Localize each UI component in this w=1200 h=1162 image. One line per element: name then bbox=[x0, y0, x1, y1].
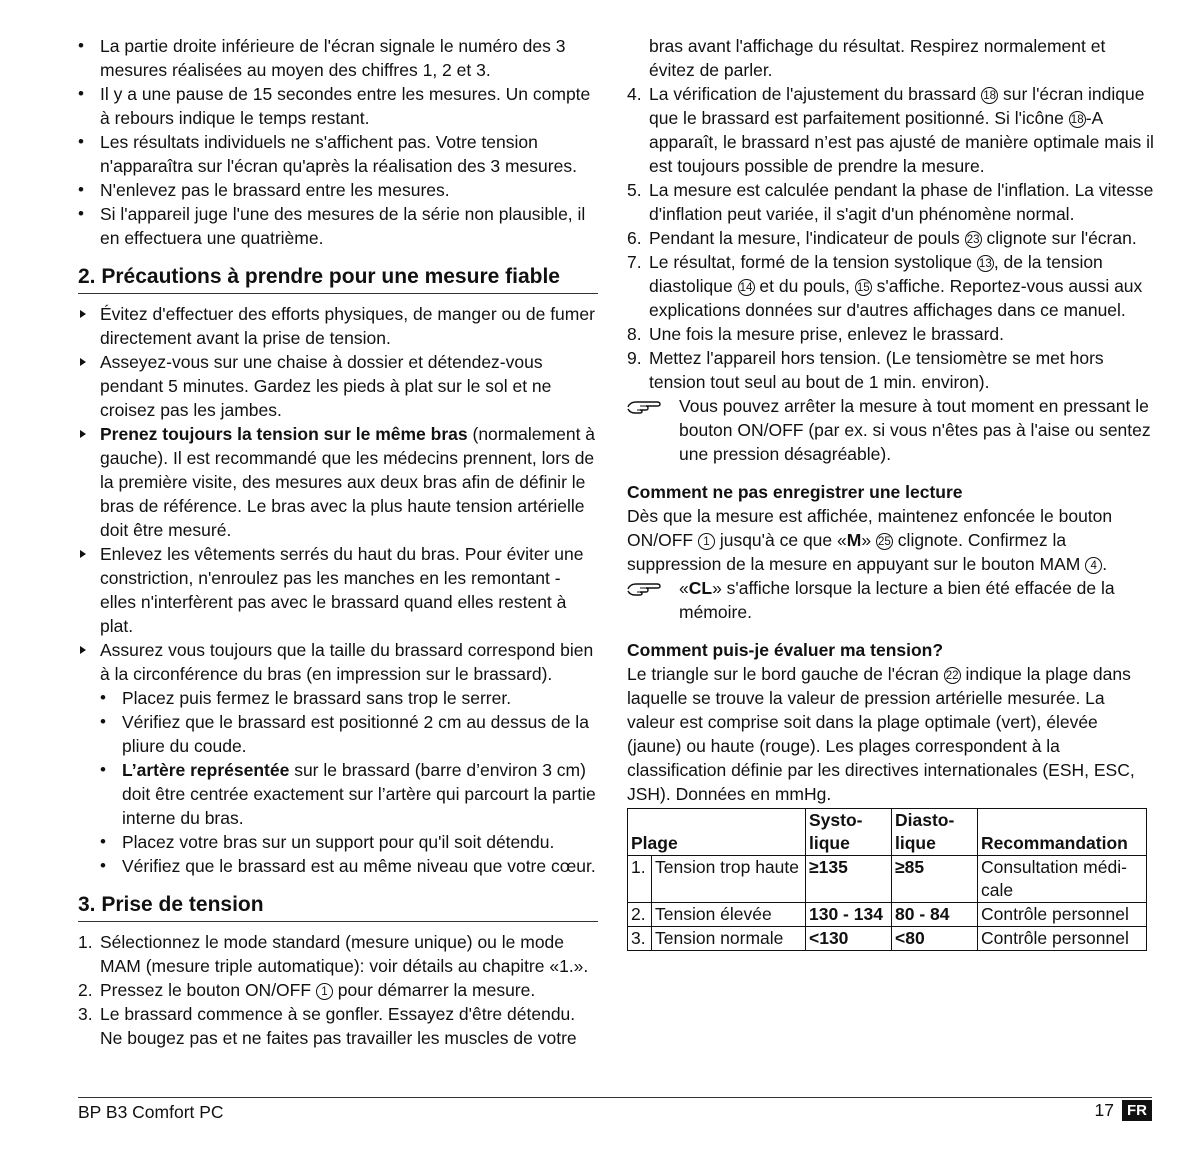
list-item: • Les résultats individuels ne s'affichent pas. Votre tension n'apparaîtra sur l'écran qu'après la réalisation des 3 mesures. bbox=[78, 130, 598, 178]
row-range: Tension normale bbox=[652, 927, 806, 951]
item-text: bras avant l'affichage du résultat. Respirez normalement et évitez de parler. bbox=[649, 36, 1106, 80]
row-systolic: ≥135 bbox=[806, 856, 892, 903]
circled-ref-23: 23 bbox=[965, 231, 982, 248]
item-text: -A apparaît, le brassard n’est pas ajusté de manière optimale mais il est toujours possible de prendre la mesure. bbox=[649, 108, 1154, 176]
circled-ref-4: 4 bbox=[1085, 557, 1102, 574]
item-text: (normalement à gauche). Il est recommandé que les médecins prennent, lors de la première visite, des mesures aux deux bras afin de définir le bras de référence. Le bras avec la plus haute tension artérielle doit être mesuré. bbox=[100, 424, 596, 540]
delete-reading-paragraph bbox=[627, 504, 1155, 576]
list-item bbox=[78, 638, 598, 878]
row-number: 2. bbox=[628, 903, 652, 927]
item-text: sur le brassard (barre d’environ 3 cm) doit être centrée exactement sur l’artère qui parcourt la partie interne du bras. bbox=[122, 760, 596, 828]
row-range: Tension trop haute bbox=[652, 856, 806, 903]
item-text: » bbox=[861, 530, 876, 550]
cleared-note bbox=[627, 576, 1155, 624]
item-text: indique la plage dans laquelle se trouve la valeur de pression artérielle mesurée. La valeur est comprise soit dans la plage optimale (vert), élevée (jaune) ou haute (rouge). Les plages correspondent à la classification définie par les directives internationales (ESH, ESC, JSH). Données en mmHg. bbox=[627, 664, 1135, 804]
circled-ref-22: 22 bbox=[944, 667, 961, 684]
sub-list-item: • Placez puis fermez le brassard sans trop le serrer. bbox=[100, 686, 598, 710]
section-3-heading: 3. Prise de tension bbox=[78, 892, 598, 922]
row-diastolic: 80 - 84 bbox=[892, 903, 978, 927]
circled-ref-25: 25 bbox=[876, 533, 893, 550]
step-number: 4. bbox=[627, 84, 642, 104]
list-item: • La partie droite inférieure de l'écran signale le numéro des 3 mesures réalisées au moyen des chiffres 1, 2 et 3. bbox=[78, 34, 598, 82]
step-item bbox=[627, 322, 1155, 346]
row-range: Tension élevée bbox=[652, 903, 806, 927]
circled-ref-15: 15 bbox=[855, 279, 872, 296]
header-systolique: Systo-lique bbox=[806, 809, 892, 856]
item-text: Dès que la mesure est affichée, maintenez enfoncée le bouton ON/OFF bbox=[627, 506, 1113, 550]
step-item bbox=[627, 34, 1155, 82]
footer-page bbox=[1095, 1098, 1152, 1122]
header-plage: Plage bbox=[628, 809, 806, 856]
step-number: 5. bbox=[627, 180, 642, 200]
step-item bbox=[78, 978, 598, 1002]
note-text: Vous pouvez arrêter la mesure à tout moment en pressant le bouton ON/OFF (par ex. si vous n'êtes pas à l'aise ou sentez une pression désagréable). bbox=[679, 396, 1151, 464]
item-text: Pressez le bouton ON/OFF bbox=[100, 980, 316, 1000]
item-text: Pendant la mesure, l'indicateur de pouls bbox=[649, 228, 965, 248]
measurement-steps-continued bbox=[627, 34, 1155, 394]
pointing-hand-icon bbox=[627, 578, 661, 596]
row-diastolic: ≥85 bbox=[892, 856, 978, 903]
table-row bbox=[628, 927, 1147, 951]
circled-ref-18: 18 bbox=[1069, 111, 1086, 128]
mam-notes-list bbox=[78, 34, 598, 250]
item-text: jusqu'à ce que « bbox=[714, 530, 847, 550]
list-item: • N'enlevez pas le brassard entre les mesures. bbox=[78, 178, 598, 202]
page-number: 17 bbox=[1094, 1100, 1114, 1120]
circled-ref-1: 1 bbox=[698, 533, 715, 550]
step-item bbox=[627, 250, 1155, 322]
row-number: 1. bbox=[628, 856, 652, 903]
circled-ref-18: 18 bbox=[981, 87, 998, 104]
step-number: 3. bbox=[78, 1004, 93, 1024]
row-number: 3. bbox=[628, 927, 652, 951]
step-number: 1. bbox=[78, 932, 93, 952]
row-systolic: 130 - 134 bbox=[806, 903, 892, 927]
circled-ref-13: 13 bbox=[977, 255, 994, 272]
table-row bbox=[628, 903, 1147, 927]
item-text: Une fois la mesure prise, enlevez le brassard. bbox=[649, 324, 1005, 344]
evaluate-paragraph bbox=[627, 662, 1155, 806]
language-badge: FR bbox=[1122, 1100, 1152, 1121]
measurement-steps-list bbox=[78, 930, 598, 1050]
precautions-list bbox=[78, 302, 598, 878]
item-text: Assurez vous toujours que la taille du brassard correspond bien à la circonférence du bras (en impression sur le brassard). bbox=[100, 640, 594, 684]
left-column bbox=[78, 34, 598, 1050]
emphasis-text: L’artère représentée bbox=[122, 760, 290, 780]
step-number: 9. bbox=[627, 348, 642, 368]
list-item: Enlevez les vêtements serrés du haut du bras. Pour éviter une constriction, n'enroulez pas les manches en les remontant - elles n'interfèrent pas avec le brassard quand elles restent à plat. bbox=[78, 542, 598, 638]
circled-ref-1: 1 bbox=[316, 983, 333, 1000]
clear-symbol: CL bbox=[688, 578, 713, 598]
item-text: Le brassard commence à se gonfler. Essayez d'être détendu. Ne bougez pas et ne faites pas travailler les muscles de votre bbox=[100, 1004, 577, 1048]
pointing-hand-icon bbox=[627, 396, 661, 414]
step-number: 7. bbox=[627, 252, 642, 272]
item-text: La vérification de l'ajustement du brassard bbox=[649, 84, 982, 104]
note-text: « bbox=[679, 578, 689, 598]
note-text: » s'affiche lorsque la lecture a bien été effacée de la mémoire. bbox=[679, 578, 1115, 622]
row-diastolic: <80 bbox=[892, 927, 978, 951]
row-systolic: <130 bbox=[806, 927, 892, 951]
step-item bbox=[627, 178, 1155, 226]
list-item: • Si l'appareil juge l'une des mesures de la série non plausible, il en effectuera une quatrième. bbox=[78, 202, 598, 250]
sub-list-item bbox=[100, 758, 598, 830]
emphasis-text: Prenez toujours la tension sur le même bras bbox=[100, 424, 468, 444]
item-text: Sélectionnez le mode standard (mesure unique) ou le mode MAM (mesure triple automatique): voir détails au chapitre «1.». bbox=[100, 932, 589, 976]
sub-list-item: • Placez votre bras sur un support pour qu'il soit détendu. bbox=[100, 830, 598, 854]
list-item bbox=[78, 422, 598, 542]
step-number: 2. bbox=[78, 980, 93, 1000]
sub-list-item: • Vérifiez que le brassard est au même niveau que votre cœur. bbox=[100, 854, 598, 878]
item-text: Mettez l'appareil hors tension. (Le tensiomètre se met hors tension tout seul au bout de 1 min. environ). bbox=[649, 348, 1104, 392]
right-column bbox=[627, 34, 1155, 951]
cuff-sublist bbox=[100, 686, 598, 878]
item-text: pour démarrer la mesure. bbox=[332, 980, 536, 1000]
item-text: clignote. Confirmez la suppression de la mesure en appuyant sur le bouton MAM bbox=[627, 530, 1086, 574]
row-recommendation: Contrôle personnel bbox=[978, 927, 1147, 951]
item-text: Le résultat, formé de la tension systolique bbox=[649, 252, 977, 272]
memory-symbol: M bbox=[846, 530, 862, 550]
item-text: , de la tension diastolique bbox=[649, 252, 1103, 296]
list-item: • Il y a une pause de 15 secondes entre les mesures. Un compte à rebours indique le temps restant. bbox=[78, 82, 598, 130]
item-text: La mesure est calculée pendant la phase de l'inflation. La vitesse d'inflation peut variée, il s'agit d'un phénomène normal. bbox=[649, 180, 1154, 224]
item-text: . bbox=[1102, 554, 1108, 574]
list-item: Évitez d'effectuer des efforts physiques, de manger ou de fumer directement avant la prise de tension. bbox=[78, 302, 598, 350]
item-text: Le triangle sur le bord gauche de l'écran bbox=[627, 664, 944, 684]
item-text: sur l'écran indique que le brassard est parfaitement positionné. Si l'icône bbox=[649, 84, 1145, 128]
table-row bbox=[628, 856, 1147, 903]
step-item bbox=[78, 1002, 598, 1050]
footer-model: BP B3 Comfort PC bbox=[78, 1102, 224, 1122]
footer-rule bbox=[78, 1097, 1152, 1098]
sub-list-item: • Vérifiez que le brassard est positionné 2 cm au dessus de la pliure du coude. bbox=[100, 710, 598, 758]
step-number: 6. bbox=[627, 228, 642, 248]
header-diastolique: Diasto-lique bbox=[892, 809, 978, 856]
item-text: clignote sur l'écran. bbox=[981, 228, 1137, 248]
step-item bbox=[627, 82, 1155, 178]
classification-table bbox=[627, 808, 1147, 951]
section-2-heading: 2. Précautions à prendre pour une mesure fiable bbox=[78, 264, 598, 294]
evaluate-heading: Comment puis-je évaluer ma tension? bbox=[627, 640, 944, 660]
delete-reading-heading: Comment ne pas enregistrer une lecture bbox=[627, 482, 963, 502]
row-recommendation: Consultation médi-cale bbox=[978, 856, 1147, 903]
item-text: et du pouls, bbox=[754, 276, 855, 296]
list-item: Asseyez-vous sur une chaise à dossier et détendez-vous pendant 5 minutes. Gardez les pieds à plat sur le sol et ne croisez pas les jambes. bbox=[78, 350, 598, 422]
header-recommandation: Recommandation bbox=[978, 809, 1147, 856]
item-text: s'affiche. Reportez-vous aussi aux explications données sur d'autres affichages dans ce manuel. bbox=[649, 276, 1143, 320]
stop-measurement-note bbox=[627, 394, 1155, 466]
step-item bbox=[78, 930, 598, 978]
step-number: 8. bbox=[627, 324, 642, 344]
step-item bbox=[627, 226, 1155, 250]
table-header-row bbox=[628, 809, 1147, 856]
step-item bbox=[627, 346, 1155, 394]
circled-ref-14: 14 bbox=[738, 279, 755, 296]
row-recommendation: Contrôle personnel bbox=[978, 903, 1147, 927]
